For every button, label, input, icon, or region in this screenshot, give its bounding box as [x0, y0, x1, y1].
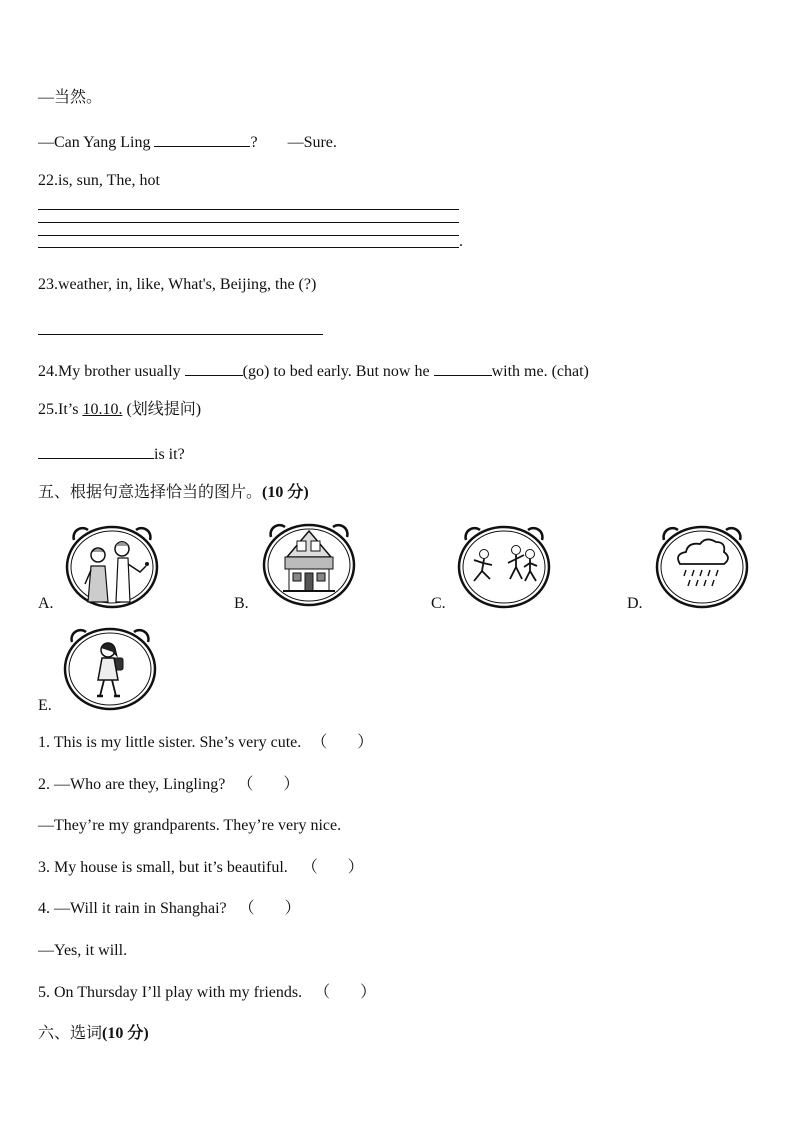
section-title: 五、根据句意选择恰当的图片。 [38, 482, 263, 501]
picture-option-e[interactable] [60, 620, 160, 717]
question-text: (go) to bed early. But now he [242, 363, 430, 380]
question-mark: ? [250, 134, 258, 151]
answer-paren[interactable]: （ ） [237, 776, 300, 793]
question-text: 1. This is my little sister. She’s very cute. [38, 734, 302, 751]
s5-question-4-answer [38, 941, 127, 961]
question-text: 4. —Will it rain in Shanghai? [38, 900, 227, 917]
question-text: 5. On Thursday I’ll play with my friends. [38, 984, 303, 1001]
answer-paren[interactable]: （ ） [238, 900, 301, 917]
answer-rule-23[interactable] [38, 334, 323, 335]
answer-line-1 [38, 88, 102, 108]
question-text: 25.It’s [38, 401, 79, 418]
answer-blank[interactable] [185, 359, 243, 376]
answer-rule-1[interactable] [38, 209, 459, 210]
picture-label-b: B. [234, 595, 249, 612]
picture-option-a[interactable] [62, 518, 162, 615]
question-25 [38, 400, 201, 420]
period: . [459, 233, 463, 250]
question-text: 2. —Who are they, Lingling? [38, 776, 226, 793]
picture-label-a: A. [38, 595, 54, 612]
section-5-heading [38, 482, 309, 503]
picture-label-c: C. [431, 595, 446, 612]
section-6-heading [38, 1023, 149, 1044]
underlined-part: 10.10. [82, 401, 123, 418]
hint-text: (划线提问) [126, 401, 202, 418]
section-score: (10 分) [102, 1025, 149, 1042]
answer-paren[interactable]: （ ） [314, 984, 377, 1001]
answer-blank[interactable] [434, 359, 492, 376]
answer-paren[interactable]: （ ） [301, 859, 364, 876]
picture-option-b[interactable] [259, 513, 359, 614]
question-text: 24.My brother usually [38, 363, 181, 380]
s5-question-3 [38, 858, 364, 878]
line-text: is it? [154, 446, 185, 463]
picture-option-d[interactable] [652, 518, 752, 615]
question-text: —They’re my grandparents. They’re very nice. [38, 817, 342, 834]
answer-rule-3[interactable] [38, 235, 459, 236]
question-text: 23.weather, in, like, What's, Beijing, the (?) [38, 276, 317, 293]
question-text: with me. (chat) [491, 363, 589, 380]
question-24 [38, 359, 589, 382]
answer-rule-4[interactable] [38, 247, 459, 248]
picture-label-e: E. [38, 697, 52, 714]
s5-question-2-answer [38, 816, 341, 836]
question-22 [38, 171, 160, 191]
section-score: (10 分) [262, 484, 309, 501]
question-text: 22.is, sun, The, hot [38, 172, 160, 189]
house-icon [259, 513, 359, 609]
answer-rule-2[interactable] [38, 222, 459, 223]
grandparents-icon [62, 518, 162, 610]
question-text: —Yes, it will. [38, 942, 128, 959]
answer-blank[interactable] [154, 130, 250, 147]
picture-option-c[interactable] [454, 518, 554, 615]
s5-question-5 [38, 983, 376, 1003]
question-23 [38, 275, 316, 295]
answer-line-25 [38, 442, 185, 465]
s5-question-4 [38, 899, 301, 919]
little-girl-icon [60, 620, 160, 712]
question-text: 3. My house is small, but it’s beautiful. [38, 859, 288, 876]
picture-label-d: D. [627, 595, 643, 612]
line-text: —Can Yang Ling [38, 134, 151, 151]
section-title: 六、选词 [38, 1023, 103, 1042]
rain-cloud-icon [652, 518, 752, 610]
line-text: —Sure. [287, 134, 337, 151]
question-line-can-yang-ling [38, 130, 337, 153]
line-text: —当然。 [38, 89, 103, 106]
s5-question-2 [38, 775, 299, 795]
children-playing-icon [454, 518, 554, 610]
s5-question-1 [38, 733, 373, 753]
answer-blank[interactable] [38, 442, 154, 459]
answer-paren[interactable]: （ ） [311, 734, 374, 751]
